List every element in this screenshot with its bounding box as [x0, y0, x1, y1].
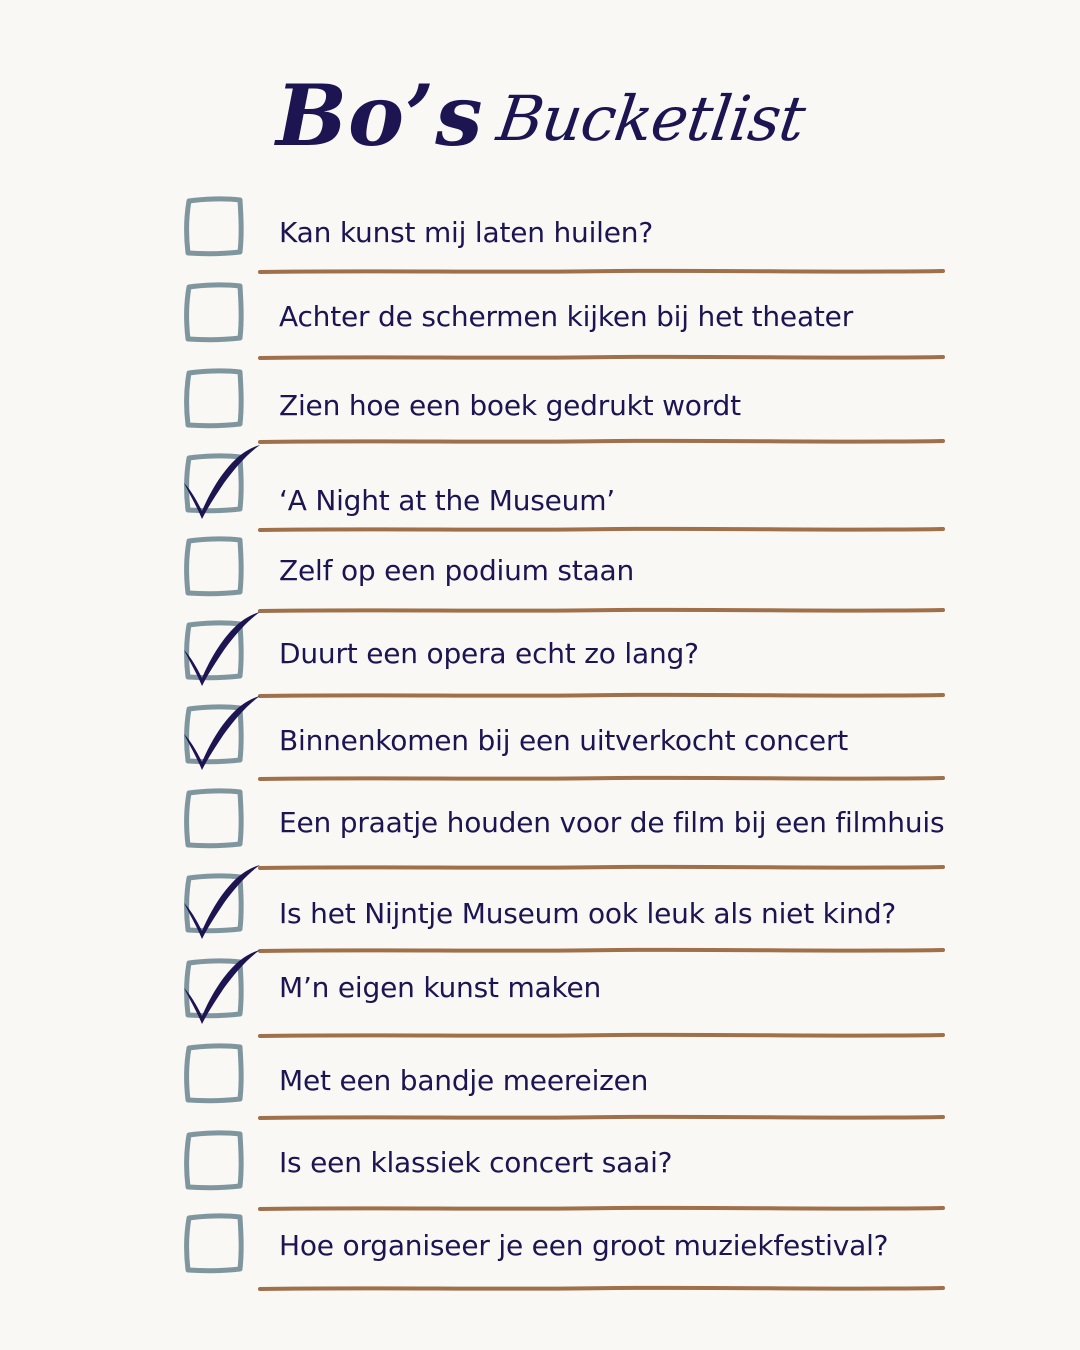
title-main: Bo’s — [276, 66, 484, 165]
checkmark-icon — [178, 439, 268, 529]
divider-line — [257, 941, 947, 951]
checkbox[interactable] — [183, 1213, 243, 1275]
divider-line — [257, 601, 947, 611]
divider-line — [257, 1108, 947, 1118]
divider-line — [257, 262, 947, 272]
item-label: Hoe organiseer je een groot muziekfestival? — [279, 1229, 889, 1262]
divider-line — [257, 1199, 947, 1209]
item-label: Met een bandje meereizen — [279, 1064, 649, 1097]
divider-line — [257, 520, 947, 530]
item-label: Binnenkomen bij een uitverkocht concert — [279, 724, 849, 757]
divider-line — [257, 432, 947, 442]
divider-line — [257, 686, 947, 696]
checkbox[interactable] — [183, 1130, 243, 1192]
checkmark-icon — [178, 690, 268, 780]
item-label: Is het Nijntje Museum ook leuk als niet kind? — [279, 897, 897, 930]
item-label: Een praatje houden voor de film bij een filmhuis — [279, 806, 945, 839]
item-label: Zien hoe een boek gedrukt wordt — [279, 389, 741, 422]
item-label: Duurt een opera echt zo lang? — [279, 637, 699, 670]
checkbox[interactable] — [183, 536, 243, 598]
divider-line — [257, 348, 947, 358]
divider-line — [257, 1279, 947, 1289]
divider-line — [257, 1026, 947, 1036]
item-label: Is een klassiek concert saai? — [279, 1146, 673, 1179]
checkbox[interactable] — [183, 196, 243, 258]
item-label: Kan kunst mij laten huilen? — [279, 216, 653, 249]
checkbox[interactable] — [183, 282, 243, 344]
checkmark-icon — [178, 859, 268, 949]
checkbox[interactable] — [183, 368, 243, 430]
checkmark-icon — [178, 606, 268, 696]
title-script: Bucketlist — [492, 82, 809, 155]
item-label: M’n eigen kunst maken — [279, 971, 602, 1004]
checkbox[interactable] — [183, 1043, 243, 1105]
divider-line — [257, 858, 947, 868]
checkbox[interactable] — [183, 788, 243, 850]
item-label: Achter de schermen kijken bij het theater — [279, 300, 854, 333]
item-label: Zelf op een podium staan — [279, 554, 635, 587]
item-label: ‘A Night at the Museum’ — [279, 484, 616, 517]
divider-line — [257, 769, 947, 779]
checkmark-icon — [178, 944, 268, 1034]
